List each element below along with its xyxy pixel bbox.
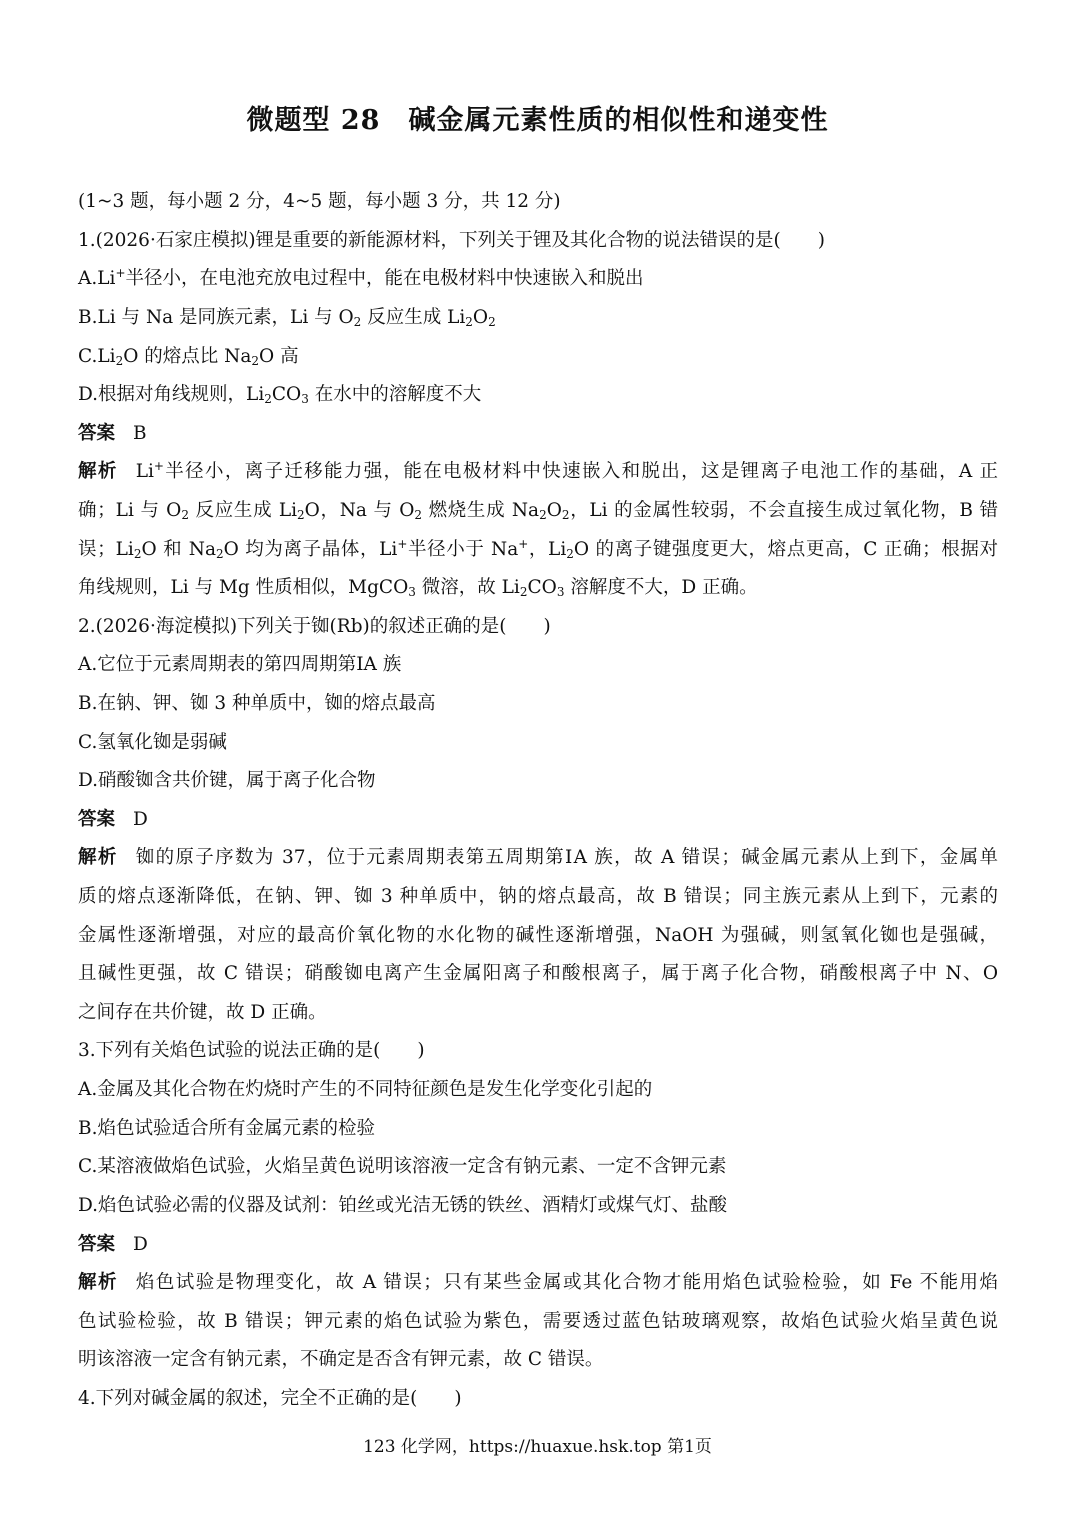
q2-option-d: D.硝酸铷含共价键，属于离子化合物 — [78, 770, 376, 791]
q3-option-d: D.焰色试验必需的仪器及试剂：铂丝或光洁无锈的铁丝、酒精灯或煤气灯、盐酸 — [78, 1195, 728, 1216]
q3-answer: 答案 D — [78, 1234, 148, 1255]
q1-stem: 1.(2026·石家庄模拟)锂是重要的新能源材料，下列关于锂及其化合物的说法错误的是( ) — [78, 230, 825, 251]
q1-analysis-line-4: 角线规则，Li 与 Mg 性质相似，MgCO$_3$ 微溶，故 $Li_2CO_3$ 溶解度不大，D 正确。 — [78, 577, 758, 599]
q2-analysis-line-3: 金属性逐渐增强，对应的最高价氧化物的水化物的碱性逐渐增强，NaOH 为强碱，则氢氧化铷也是强碱， — [78, 925, 998, 946]
q2-option-c: C.氢氧化铷是弱碱 — [78, 732, 227, 753]
q2-answer: 答案 D — [78, 809, 148, 830]
q3-stem: 3.下列有关焰色试验的说法正确的是( ) — [78, 1040, 425, 1061]
page-footer: 123 化学网，https://huaxue.hsk.top 第1页 — [363, 1437, 712, 1457]
q1-analysis-line-1: 解析 Li+半径小，离子迁移能力强，能在电极材料中快速嵌入和脱出，这是锂离子电池工作的基础，A 正 — [78, 459, 998, 482]
q3-analysis-line-3: 明该溶液一定含有钠元素，不确定是否含有钾元素，故 C 错误。 — [78, 1349, 604, 1370]
q1-option-a: A.Li+半径小，在电池充放电过程中，能在电极材料中快速嵌入和脱出 — [78, 266, 644, 289]
q2-analysis-line-2: 质的熔点逐渐降低，在钠、钾、铷 3 种单质中，钠的熔点最高，故 B 错误；同主族元素从上到下，元素的 — [78, 886, 998, 907]
q3-option-a: A.金属及其化合物在灼烧时产生的不同特征颜色是发生化学变化引起的 — [78, 1079, 653, 1100]
page-title: 微题型 28 碱金属元素性质的相似性和递变性 — [246, 105, 829, 136]
q1-analysis-line-2: 确；Li 与 $O_2$ 反应生成 $Li_2O$，Na 与 $O_2$ 燃烧生成 $Na_2O_2$，Li 的金属性较弱，不会直接生成过氧化物，B 错 — [78, 500, 998, 522]
q2-analysis-line-1: 解析 铷的原子序数为 37，位于元素周期表第五周期第ⅠA 族，故 A 错误；碱金属元素从上到下，金属单 — [78, 847, 998, 868]
q3-analysis-line-2: 色试验检验，故 B 错误；钾元素的焰色试验为紫色，需要透过蓝色钴玻璃观察，故焰色试验火焰呈黄色说 — [78, 1311, 998, 1332]
q2-option-b: B.在钠、钾、铷 3 种单质中，铷的熔点最高 — [78, 693, 436, 714]
q1-answer: 答案 B — [78, 423, 147, 444]
q4-stem: 4.下列对碱金属的叙述，完全不正确的是( ) — [78, 1388, 462, 1409]
q1-option-c: $C.Li_2O$ 的熔点比 $Na_2O$ 高 — [78, 346, 299, 368]
q1-option-d: D.根据对角线规则，$Li_2CO_3$ 在水中的溶解度不大 — [78, 384, 482, 406]
score-note: (1~3 题，每小题 2 分，4~5 题，每小题 3 分，共 12 分) — [78, 191, 561, 212]
q3-analysis-line-1: 解析 焰色试验是物理变化，故 A 错误；只有某些金属或其化合物才能用焰色试验检验，如 Fe 不能用焰 — [78, 1272, 998, 1293]
q2-analysis-line-5: 之间存在共价键，故 D 正确。 — [78, 1002, 327, 1023]
q2-analysis-line-4: 且碱性更强，故 C 错误；硝酸铷电离产生金属阳离子和酸根离子，属于离子化合物，硝酸根离子中 N、O — [78, 963, 998, 984]
q1-analysis-line-3: 误；$Li_2O$ 和 $Na_2O$ 均为离子晶体，Li+半径小于 Na+，$Li_2O$ 的离子键强度更大，熔点更高，C 正确；根据对 — [78, 537, 999, 561]
q2-stem: 2.(2026·海淀模拟)下列关于铷(Rb)的叙述正确的是( ) — [78, 616, 551, 637]
q1-option-b: B.Li 与 Na 是同族元素，Li 与 $O_2$ 反应生成 $Li_2O_2$ — [78, 307, 496, 329]
q2-option-a: A.它位于元素周期表的第四周期第ⅠA 族 — [78, 654, 402, 675]
q3-option-c: C.某溶液做焰色试验，火焰呈黄色说明该溶液一定含有钠元素、一定不含钾元素 — [78, 1156, 727, 1177]
q3-option-b: B.焰色试验适合所有金属元素的检验 — [78, 1118, 375, 1139]
